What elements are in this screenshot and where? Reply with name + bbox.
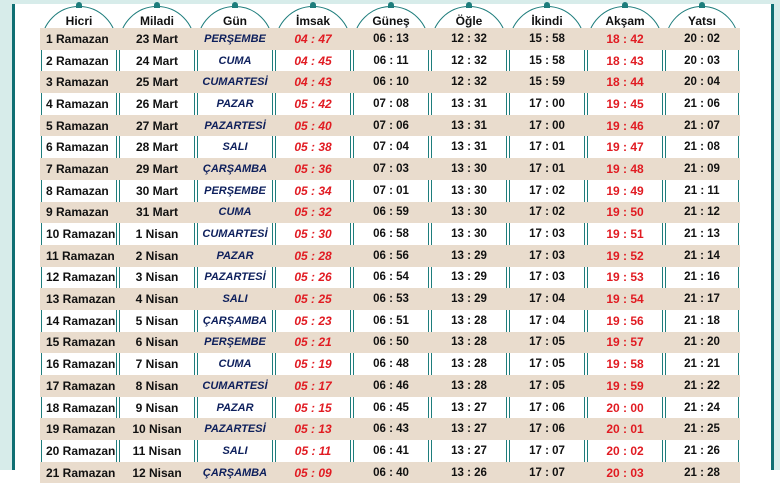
- ogle-cell: 13 : 29: [430, 245, 508, 267]
- ogle-cell: 13 : 28: [430, 332, 508, 354]
- imsak-cell: 04 : 47: [274, 28, 352, 50]
- aksam-cell: 19 : 48: [586, 158, 664, 180]
- miladi-cell: 10 Nisan: [118, 418, 196, 440]
- hicri-cell: 19 Ramazan: [40, 418, 118, 440]
- miladi-cell: 3 Nisan: [135, 270, 179, 285]
- hicri-cell: 13 Ramazan: [40, 288, 118, 310]
- table-row: [40, 332, 740, 354]
- yatsi-cell: 20 : 02: [664, 28, 740, 50]
- aksam-cell: 19 : 52: [586, 245, 664, 267]
- ikindi-cell: 17 : 00: [529, 97, 565, 110]
- hicri-cell: 4 Ramazan: [46, 96, 109, 111]
- table-row: [40, 180, 740, 202]
- imsak-cell: 05 : 13: [274, 418, 352, 440]
- ogle-cell: 13 : 26: [430, 462, 508, 483]
- imsak-cell: 04 : 43: [274, 71, 352, 93]
- table-header-row: [40, 6, 740, 28]
- gunes-cell: 06 : 43: [352, 418, 430, 440]
- table-row: [40, 288, 740, 310]
- hicri-cell: 15 Ramazan: [40, 332, 118, 354]
- gunes-cell: 06 : 48: [373, 358, 409, 371]
- hicri-cell: 2 Ramazan: [46, 53, 109, 68]
- gun-cell: SALI: [222, 141, 248, 154]
- yatsi-cell: 21 : 08: [684, 141, 720, 154]
- table-row: [40, 50, 740, 72]
- ogle-cell: 12 : 32: [430, 71, 508, 93]
- yatsi-cell: 20 : 04: [664, 71, 740, 93]
- ikindi-cell: 17 : 06: [508, 418, 586, 440]
- gun-cell: PERŞEMBE: [196, 28, 274, 50]
- gunes-cell: 07 : 08: [373, 97, 409, 110]
- ikindi-cell: 17 : 05: [529, 358, 565, 371]
- gunes-cell: 06 : 51: [373, 314, 409, 327]
- ogle-cell: 13 : 27: [451, 401, 487, 414]
- yatsi-cell: 21 : 17: [664, 288, 740, 310]
- table-row: [40, 202, 740, 224]
- ogle-cell: 13 : 27: [430, 418, 508, 440]
- ikindi-cell: 17 : 03: [529, 271, 565, 284]
- hicri-cell: 9 Ramazan: [40, 202, 118, 224]
- gun-cell: ÇARŞAMBA: [196, 462, 274, 483]
- hicri-cell: 14 Ramazan: [46, 313, 116, 328]
- miladi-cell: 8 Nisan: [118, 375, 196, 397]
- imsak-cell: 04 : 45: [294, 53, 332, 68]
- ogle-cell: 13 : 28: [451, 358, 487, 371]
- hicri-cell: 21 Ramazan: [40, 462, 118, 483]
- gun-cell: CUMA: [218, 54, 252, 67]
- gunes-cell: 07 : 04: [373, 141, 409, 154]
- imsak-cell: 05 : 28: [274, 245, 352, 267]
- aksam-cell: 19 : 58: [606, 357, 644, 372]
- imsak-cell: 05 : 40: [274, 115, 352, 137]
- ogle-cell: 13 : 30: [430, 158, 508, 180]
- hicri-cell: 7 Ramazan: [40, 158, 118, 180]
- hicri-cell: 10 Ramazan: [46, 227, 116, 242]
- miladi-cell: 25 Mart: [118, 71, 196, 93]
- hicri-cell: 11 Ramazan: [40, 245, 118, 267]
- ikindi-cell: 17 : 01: [529, 141, 565, 154]
- imsak-cell: 05 : 21: [274, 332, 352, 354]
- gunes-cell: 06 : 46: [352, 375, 430, 397]
- imsak-cell: 05 : 34: [294, 183, 332, 198]
- yatsi-cell: 21 : 13: [684, 228, 720, 241]
- aksam-cell: 19 : 45: [606, 96, 644, 111]
- imsak-cell: 05 : 19: [294, 357, 332, 372]
- gun-cell: CUMA: [218, 358, 252, 371]
- gun-cell: CUMARTESİ: [196, 71, 274, 93]
- ogle-cell: 13 : 31: [430, 115, 508, 137]
- gunes-cell: 07 : 01: [373, 184, 409, 197]
- yatsi-cell: 21 : 20: [664, 332, 740, 354]
- aksam-cell: 19 : 53: [606, 270, 644, 285]
- gunes-cell: 06 : 45: [373, 401, 409, 414]
- gun-cell: SALI: [222, 444, 248, 457]
- ogle-cell: 13 : 31: [451, 141, 487, 154]
- ikindi-cell: 17 : 04: [529, 314, 565, 327]
- header-aksam: Akşam: [605, 14, 645, 28]
- gunes-cell: 07 : 03: [352, 158, 430, 180]
- ikindi-cell: 15 : 58: [508, 28, 586, 50]
- ikindi-cell: 17 : 06: [529, 401, 565, 414]
- aksam-cell: 19 : 54: [586, 288, 664, 310]
- yatsi-cell: 21 : 26: [684, 444, 720, 457]
- yatsi-cell: 21 : 06: [684, 97, 720, 110]
- gun-cell: PAZARTESİ: [196, 418, 274, 440]
- gun-cell: ÇARŞAMBA: [196, 158, 274, 180]
- hicri-cell: 3 Ramazan: [40, 71, 118, 93]
- gun-cell: PAZAR: [196, 245, 274, 267]
- header-ikindi: İkindi: [531, 14, 563, 28]
- yatsi-cell: 21 : 18: [684, 314, 720, 327]
- table-row: [40, 115, 740, 137]
- gunes-cell: 06 : 56: [352, 245, 430, 267]
- table-row: [40, 440, 740, 462]
- header-ogle: Öğle: [455, 14, 483, 28]
- yatsi-cell: 21 : 14: [664, 245, 740, 267]
- aksam-cell: 19 : 47: [606, 140, 644, 155]
- gunes-cell: 06 : 11: [373, 54, 409, 67]
- miladi-cell: 9 Nisan: [135, 400, 179, 415]
- miladi-cell: 28 Mart: [135, 140, 179, 155]
- ogle-cell: 13 : 30: [451, 228, 487, 241]
- gunes-cell: 06 : 10: [352, 71, 430, 93]
- ikindi-cell: 17 : 05: [508, 332, 586, 354]
- miladi-cell: 11 Nisan: [132, 443, 182, 458]
- gunes-cell: 06 : 13: [352, 28, 430, 50]
- gun-cell: CUMARTESİ: [196, 375, 274, 397]
- yatsi-cell: 20 : 03: [684, 54, 720, 67]
- table-row: [40, 375, 740, 397]
- aksam-cell: 19 : 56: [606, 313, 644, 328]
- gun-cell: CUMARTESİ: [202, 228, 268, 241]
- miladi-cell: 26 Mart: [135, 96, 179, 111]
- miladi-cell: 30 Mart: [135, 183, 179, 198]
- yatsi-cell: 21 : 28: [664, 462, 740, 483]
- table-row: [40, 353, 740, 375]
- yatsi-cell: 21 : 09: [664, 158, 740, 180]
- gun-cell: ÇARŞAMBA: [202, 314, 268, 327]
- aksam-cell: 20 : 02: [606, 443, 644, 458]
- header-miladi: Miladi: [139, 14, 174, 28]
- imsak-cell: 05 : 11: [294, 443, 332, 458]
- imsak-cell: 05 : 23: [294, 313, 332, 328]
- header-gunes: Güneş: [372, 14, 410, 28]
- hicri-cell: 5 Ramazan: [40, 115, 118, 137]
- aksam-cell: 18 : 44: [586, 71, 664, 93]
- miladi-cell: 7 Nisan: [135, 357, 179, 372]
- yatsi-cell: 21 : 24: [684, 401, 720, 414]
- gun-cell: PERŞEMBE: [196, 332, 274, 354]
- aksam-cell: 19 : 49: [606, 183, 644, 198]
- ogle-cell: 13 : 30: [451, 184, 487, 197]
- aksam-cell: 19 : 50: [586, 202, 664, 224]
- gunes-cell: 06 : 50: [352, 332, 430, 354]
- aksam-cell: 19 : 59: [586, 375, 664, 397]
- ogle-cell: 13 : 27: [451, 444, 487, 457]
- header-imsak: İmsak: [295, 14, 331, 28]
- ogle-cell: 13 : 29: [451, 271, 487, 284]
- yatsi-cell: 21 : 07: [664, 115, 740, 137]
- aksam-cell: 20 : 00: [606, 400, 644, 415]
- gun-cell: CUMA: [196, 202, 274, 224]
- ikindi-cell: 17 : 07: [508, 462, 586, 483]
- miladi-cell: 12 Nisan: [118, 462, 196, 483]
- aksam-cell: 19 : 57: [586, 332, 664, 354]
- table-row: [40, 462, 740, 483]
- ikindi-cell: 17 : 07: [529, 444, 565, 457]
- gun-cell: SALI: [196, 288, 274, 310]
- table-row: [40, 93, 740, 115]
- hicri-cell: 18 Ramazan: [46, 400, 116, 415]
- imsak-cell: 05 : 36: [274, 158, 352, 180]
- table-row: [40, 310, 740, 332]
- miladi-cell: 6 Nisan: [118, 332, 196, 354]
- ikindi-cell: 17 : 03: [529, 228, 565, 241]
- miladi-cell: 24 Mart: [135, 53, 179, 68]
- aksam-cell: 19 : 51: [606, 227, 644, 242]
- yatsi-cell: 21 : 21: [684, 358, 720, 371]
- ikindi-cell: 15 : 59: [508, 71, 586, 93]
- yatsi-cell: 21 : 16: [684, 271, 720, 284]
- ikindi-cell: 17 : 04: [508, 288, 586, 310]
- gunes-cell: 06 : 41: [373, 444, 409, 457]
- ogle-cell: 12 : 32: [430, 28, 508, 50]
- ogle-cell: 13 : 28: [430, 375, 508, 397]
- ogle-cell: 13 : 31: [451, 97, 487, 110]
- header-gun: Gün: [223, 14, 247, 28]
- gun-cell: PAZARTESİ: [204, 271, 266, 284]
- gunes-cell: 06 : 53: [352, 288, 430, 310]
- gun-cell: PAZARTESİ: [196, 115, 274, 137]
- ikindi-cell: 17 : 05: [508, 375, 586, 397]
- aksam-cell: 20 : 01: [586, 418, 664, 440]
- yatsi-cell: 21 : 22: [664, 375, 740, 397]
- table-row: [40, 28, 740, 50]
- hicri-cell: 1 Ramazan: [40, 28, 118, 50]
- aksam-cell: 18 : 42: [586, 28, 664, 50]
- ogle-cell: 13 : 30: [430, 202, 508, 224]
- table-row: [40, 397, 740, 419]
- table-row: [40, 267, 740, 289]
- miladi-cell: 5 Nisan: [135, 313, 179, 328]
- hicri-cell: 17 Ramazan: [40, 375, 118, 397]
- imsak-cell: 05 : 15: [294, 400, 332, 415]
- miladi-cell: 1 Nisan: [135, 227, 179, 242]
- gunes-cell: 06 : 40: [352, 462, 430, 483]
- ikindi-cell: 17 : 02: [529, 184, 565, 197]
- aksam-cell: 20 : 03: [586, 462, 664, 483]
- ikindi-cell: 17 : 01: [508, 158, 586, 180]
- miladi-cell: 23 Mart: [118, 28, 196, 50]
- ikindi-cell: 17 : 00: [508, 115, 586, 137]
- aksam-cell: 18 : 43: [606, 53, 644, 68]
- table-row: [40, 71, 740, 93]
- hicri-cell: 12 Ramazan: [46, 270, 116, 285]
- table-row: [40, 418, 740, 440]
- hicri-cell: 16 Ramazan: [46, 357, 116, 372]
- imsak-cell: 05 : 32: [274, 202, 352, 224]
- ikindi-cell: 15 : 58: [529, 54, 565, 67]
- hicri-cell: 20 Ramazan: [46, 443, 116, 458]
- miladi-cell: 31 Mart: [118, 202, 196, 224]
- aksam-cell: 19 : 46: [586, 115, 664, 137]
- gunes-cell: 07 : 06: [352, 115, 430, 137]
- imsak-cell: 05 : 30: [294, 227, 332, 242]
- imsak-cell: 05 : 25: [274, 288, 352, 310]
- imsak-cell: 05 : 17: [274, 375, 352, 397]
- table-body: [40, 28, 740, 483]
- miladi-cell: 2 Nisan: [118, 245, 196, 267]
- gun-cell: PAZAR: [216, 401, 254, 414]
- table-row: [40, 158, 740, 180]
- ikindi-cell: 17 : 02: [508, 202, 586, 224]
- imsak-cell: 05 : 38: [294, 140, 332, 155]
- imsak-cell: 05 : 42: [294, 96, 332, 111]
- table-row: [40, 223, 740, 245]
- miladi-cell: 27 Mart: [118, 115, 196, 137]
- miladi-cell: 29 Mart: [118, 158, 196, 180]
- imsakiye-table: [40, 6, 740, 483]
- ogle-cell: 13 : 29: [430, 288, 508, 310]
- hicri-cell: 8 Ramazan: [46, 183, 109, 198]
- header-hicri: Hicri: [65, 14, 93, 28]
- gun-cell: PAZAR: [216, 97, 254, 110]
- gunes-cell: 06 : 59: [352, 202, 430, 224]
- table-row: [40, 245, 740, 267]
- yatsi-cell: 21 : 12: [664, 202, 740, 224]
- table-row: [40, 136, 740, 158]
- imsak-cell: 05 : 26: [294, 270, 332, 285]
- gunes-cell: 06 : 58: [373, 228, 409, 241]
- imsak-cell: 05 : 09: [274, 462, 352, 483]
- yatsi-cell: 21 : 11: [684, 184, 720, 197]
- hicri-cell: 6 Ramazan: [46, 140, 109, 155]
- gunes-cell: 06 : 54: [373, 271, 409, 284]
- header-yatsi: Yatsı: [687, 14, 717, 28]
- ogle-cell: 12 : 32: [451, 54, 487, 67]
- gun-cell: PERŞEMBE: [204, 184, 266, 197]
- miladi-cell: 4 Nisan: [118, 288, 196, 310]
- ogle-cell: 13 : 28: [451, 314, 487, 327]
- ikindi-cell: 17 : 03: [508, 245, 586, 267]
- yatsi-cell: 21 : 25: [664, 418, 740, 440]
